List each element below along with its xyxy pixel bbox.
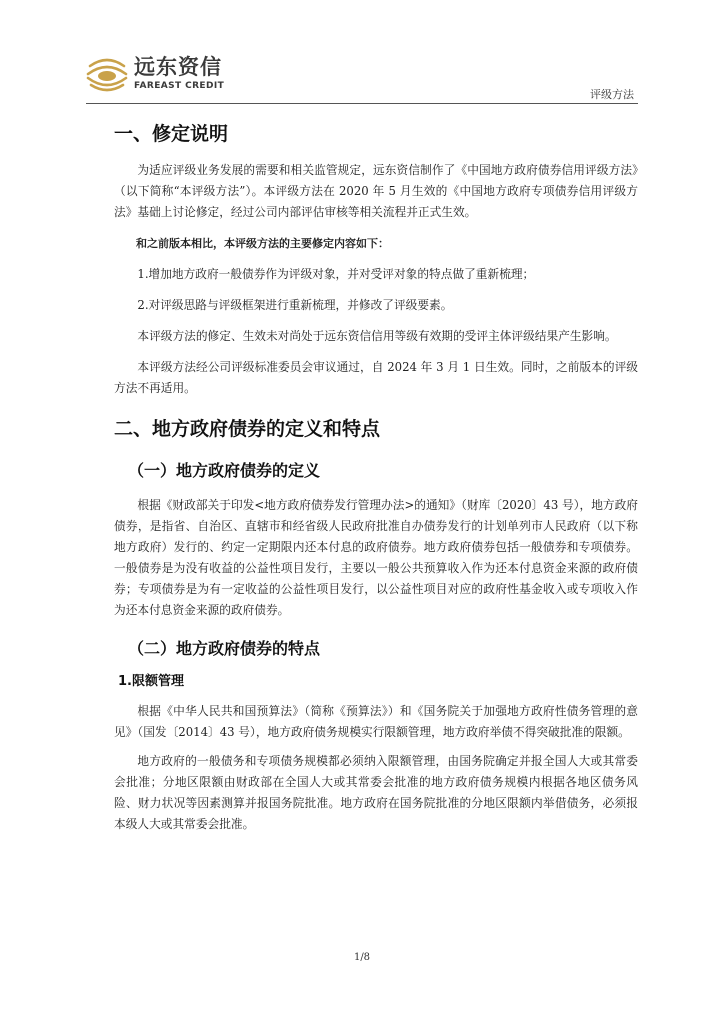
paragraph: 2.对评级思路与评级框架进行重新梳理，并修改了评级要素。 bbox=[137, 298, 453, 312]
paragraph: 1.增加地方政府一般债券作为评级对象，并对受评对象的特点做了重新梳理； bbox=[137, 267, 535, 281]
header-divider bbox=[86, 103, 638, 104]
paragraph: 根据《财政部关于印发<地方政府债券发行管理办法>的通知》（财库〔2020〕43 号），地方政府债券，是指省、自治区、直辖市和经省级人民政府批准自办债券发行的计划单列市人民政府（以下称地方政府）发行的、约定一定期限内还本付息的政府债券。地方政府债券包括一般债券和专项债券。一般债券是为没有收益的公益性项目发行，主要以一般公共预算收入作为还本付息资金来源的政府债券；专项债券是为有一定收益的公益性项目发行，以公益性项目对应的政府性基金收入或专项收入作为还本付息资金来源的政府债券。 bbox=[114, 498, 638, 617]
logo-english-name: FAREAST CREDIT bbox=[134, 81, 225, 91]
document-body bbox=[114, 118, 638, 835]
subsection-heading: （二）地方政府债券的特点 bbox=[128, 639, 321, 658]
paragraph: 地方政府的一般债务和专项债务规模都必须纳入限额管理，由国务院确定并报全国人大或其常委会批准；分地区限额由财政部在全国人大或其常委会批准的地方政府债务规模内根据各地区债务风险、财力状况等因素测算并报国务院批准。地方政府在国务院批准的分地区限额内举借债务，必须报本级人大或其常委会批准。 bbox=[114, 754, 638, 831]
sub-subsection-heading: 1.限额管理 bbox=[118, 674, 184, 689]
page-header bbox=[0, 0, 724, 106]
paragraph-bold: 和之前版本相比，本评级方法的主要修定内容如下： bbox=[136, 237, 389, 250]
page-number: 1/8 bbox=[353, 952, 371, 963]
paragraph: 本评级方法经公司评级标准委员会审议通过，自 2024 年 3 月 1 日生效。同时，之前版本的评级方法不再适用。 bbox=[114, 360, 638, 395]
document-section-label: 评级方法 bbox=[590, 88, 634, 101]
section-1-heading: 一、修定说明 bbox=[114, 123, 229, 145]
paragraph: 本评级方法的修定、生效未对尚处于远东资信信用等级有效期的受评主体评级结果产生影响。 bbox=[137, 329, 617, 343]
paragraph: 根据《中华人民共和国预算法》（简称《预算法》）和《国务院关于加强地方政府性债务管理的意见》（国发〔2014〕43 号），地方政府债务规模实行限额管理，地方政府举债不得突破批准的限额。 bbox=[114, 704, 638, 739]
logo-chinese-name: 远东资信 bbox=[134, 55, 222, 79]
subsection-heading: （一）地方政府债券的定义 bbox=[128, 461, 321, 480]
paragraph: 为适应评级业务发展的需要和相关监管规定，远东资信制作了《中国地方政府债券信用评级方法》（以下简称“本评级方法”）。本评级方法在 2020 年 5 月生效的《中国地方政府专项债券信用评级方法》基础上讨论修定，经过公司内部评估审核等相关流程并正式生效。 bbox=[114, 163, 638, 219]
section-2-heading: 二、地方政府债券的定义和特点 bbox=[114, 418, 381, 440]
fareast-credit-logo-icon bbox=[86, 54, 128, 94]
